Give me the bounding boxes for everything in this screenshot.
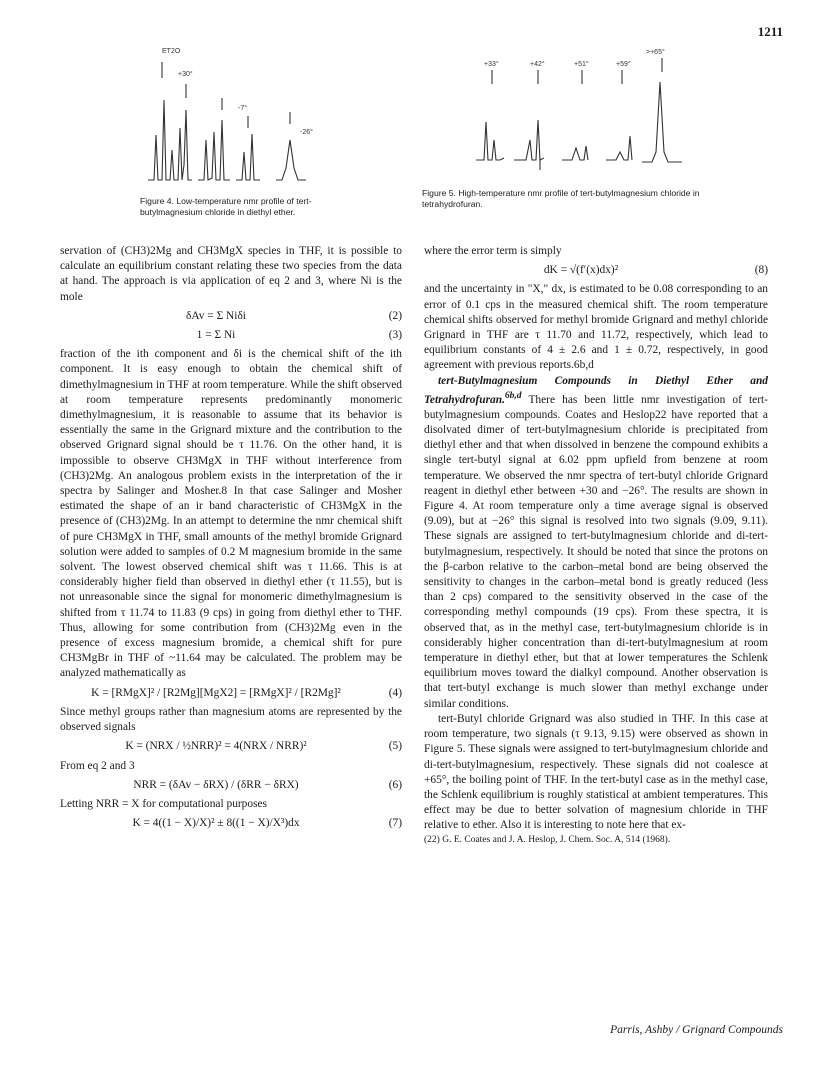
right-column — [424, 244, 768, 846]
left-paragraph-3: Since methyl groups rather than magnesium atoms are represented by the observed signals — [60, 705, 402, 734]
fig5-label-temp-3: +51° — [574, 61, 589, 68]
equation-8-expr: dK = √(f′(x)dx)² — [543, 264, 619, 277]
equation-4 — [60, 686, 402, 701]
fig4-label-temp-3: -26° — [300, 129, 313, 136]
figure-5-caption — [422, 188, 722, 210]
equation-4-expr: K = [RMgX]² / [R2Mg][MgX2] = [RMgX]² / [R2Mg]² — [91, 686, 341, 699]
footnote-22: (22) G. E. Coates and J. A. Heslop, J. Chem. Soc. A, 514 (1968). — [424, 834, 671, 845]
equation-7-expr: K = 4((1 − X)/X)² ± 8((1 − X)/X³)dx — [132, 817, 300, 830]
fig4-label-solvent: ET2O — [162, 48, 181, 55]
equation-7 — [60, 816, 402, 831]
equation-5-expr: K = (NRX / ½NRR)² = 4(NRX / NRR)² — [125, 740, 307, 753]
figure-5-caption-text: High-temperature nmr profile of tert-butylmagnesium chloride in tetrahydrofuran. — [422, 188, 700, 209]
left-column — [60, 244, 402, 835]
equation-5 — [60, 739, 402, 754]
equation-6-expr: NRR = (δAv − δRX) / (δRR − δRX) — [133, 778, 299, 791]
fig5-label-temp-5: >+65° — [646, 49, 665, 56]
right-paragraph-4: tert-Butyl chloride Grignard was also studied in THF. In this case at room temperature, two signals (τ 9.13, 9.15) were observed as shown in Figure 5. These signals were assigned to tert-butylmagnesium chloride and di-tert-butylmagnesium, respectively. These signals did not coalesce at +65°, the boiling point of THF. In the tert-butyl case as in the methyl case, the Schlenk equilibrium is roughly statistical at ambient temperatures. This effect may be due to better solvation of magnesium chloride in THF relative to ether. Also it is interesting to note here that ex- — [424, 712, 768, 832]
equation-7-number: (7) — [388, 817, 402, 830]
equation-8 — [424, 263, 768, 278]
equation-6 — [60, 778, 402, 793]
right-paragraph-2: and the uncertainty in "X," dx, is estimated to be 0.08 corresponding to an error of 0.1 cps in the measured chemical shift. The room temperature chemical shifts observed for methyl bromide Grignard and methyl chloride Grignard in THF are τ 11.70 and 11.72, respectively, which lead to equilibrium constants of 4 ± 2.6 and 1 ± 0.72, respectively, in good agreement with previous reports.6b,d — [424, 283, 768, 372]
section-heading-refs: 6b,d — [504, 390, 522, 401]
page-number: 1211 — [757, 24, 783, 39]
equation-3-number: (3) — [388, 329, 402, 342]
right-paragraph-3-text: There has been little nmr investigation of tert-butylmagnesium compounds. Coates and Heslop22 have reported that a disolvated dimer of tert-butylmagnesium chloride is precipitated from diethyl ether and that when dissolved in benzene the compound exhibits a single tert-butyl signal at 6.02 ppm upfield from benzene at room temperature. We observed the nmr spectra of tert-butyl chloride Grignard reagent in diethyl ether between +30 and −26°. The results are shown in Figure 4. At room temperature only a time average signal is observed (9.09), but at −26° this signal is resolved into two signals (9.09, 9.11). These signals are assigned to tert-butylmagnesium chloride and di-tert-butylmagnesium, respectively. It should be noted that since the protons on the β-carbon relative to the carbon–metal bond are being observed the sensitivity to changes in the carbon–metal bond is greatly reduced (less than 2 cps) compared to the sensitivity observed in the case of the corresponding methyl compounds (19 cps). From these spectra, it is observed that, as in the methyl case, tert-butylmagnesium chloride is in considerably higher concentration than di-tert-butylmagnesium at room temperature in diethyl ether, but that at lower temperatures the Schlenk equilibrium moves toward the dialkyl compound. Another observation is that tert-butyl exchange is much slower than methyl exchange under similar conditions. — [424, 393, 768, 710]
left-paragraph-2: fraction of the ith component and δi is the chemical shift of the ith component. It is easy enough to obtain the chemical shift of dimethylmagnesium in THF at room temperature. While the shift observed at room temperature represents predominantly monomeric dimethylmagnesium, it is reasonable to assume that its behavior is essentially the same in the Grignard mixture and the contribution to the observed Grignard signal should be τ 11.76. On the other hand, it is impossible to observe CH3MgX in THF without interference from (CH3)2Mg. An analogous problem exists in the interpretation of the ir spectra by Salinger and Mosher.8 In that case Salinger and Mosher estimated the shape of an ir band characteristic of CH3MgX in the presence of (CH3)2Mg. In an attempt to determine the nmr chemical shift of pure CH3MgX in THF, small amounts of the methyl bromide Grignard solution were added to samples of 0.2 M magnesium bromide in the same solvent. The lowest observed chemical shift was τ 11.66. This is at considerably higher field than observed in diethyl ether (τ 11.55), but is not unreasonable since the signal for monomeric dimethylmagnesium is shifted from τ 11.74 to 11.83 (9 cps) in going from diethyl ether to THF. Thus, allowing for some contribution from (CH3)2Mg even in the presence of excess magnesium bromide, a chemical shift for pure CH3MgBr in THF of ~11.64 may be calculated. The problem may be analyzed mathematically as — [60, 348, 402, 680]
right-paragraph-1: where the error term is simply — [424, 245, 562, 257]
equation-2-number: (2) — [388, 309, 402, 322]
figure-5 — [470, 40, 690, 190]
figure-4-caption — [140, 196, 370, 218]
fig4-label-temp-1: +30° — [178, 71, 193, 78]
section-heading-text: tert-Butylmagnesium Compounds in Diethyl Ether and Tetrahydrofuran. — [424, 374, 768, 406]
fig5-label-temp-2: +42° — [530, 61, 545, 68]
equation-3 — [60, 328, 402, 343]
figure-4-caption-text: Low-temperature nmr profile of tert-butylmagnesium chloride in diethyl ether. — [140, 196, 312, 217]
figure-5-spectra — [470, 40, 690, 190]
equation-3-expr: 1 = Σ Ni — [196, 329, 236, 342]
figure-5-caption-label: Figure 5. — [422, 188, 456, 198]
fig4-label-temp-2: -7° — [238, 105, 248, 112]
left-paragraph-1: servation of (CH3)2Mg and CH3MgX species in THF, it is possible to calculate an equilibrium constant relating these two species from the data at hand. The approach is via application of eq 2 and 3, where Ni is the mole — [60, 245, 402, 303]
running-footer: Parris, Ashby / Grignard Compounds — [610, 1024, 783, 1036]
equation-6-number: (6) — [388, 778, 402, 791]
left-paragraph-4: From eq 2 and 3 — [60, 759, 135, 772]
figure-4-caption-label: Figure 4. — [140, 196, 174, 206]
equation-2 — [60, 309, 402, 324]
equation-8-number: (8) — [754, 264, 768, 277]
equation-4-number: (4) — [388, 686, 402, 699]
equation-2-expr: δAv = Σ Niδi — [186, 309, 246, 322]
figure-4-spectra — [140, 40, 340, 190]
fig5-label-temp-4: +59° — [616, 61, 631, 68]
left-paragraph-5: Letting NRR = X for computational purposes — [60, 797, 267, 810]
right-paragraph-3 — [424, 374, 768, 712]
fig5-label-temp-1: +33° — [484, 61, 499, 68]
equation-5-number: (5) — [388, 740, 402, 753]
figure-4 — [140, 40, 340, 190]
